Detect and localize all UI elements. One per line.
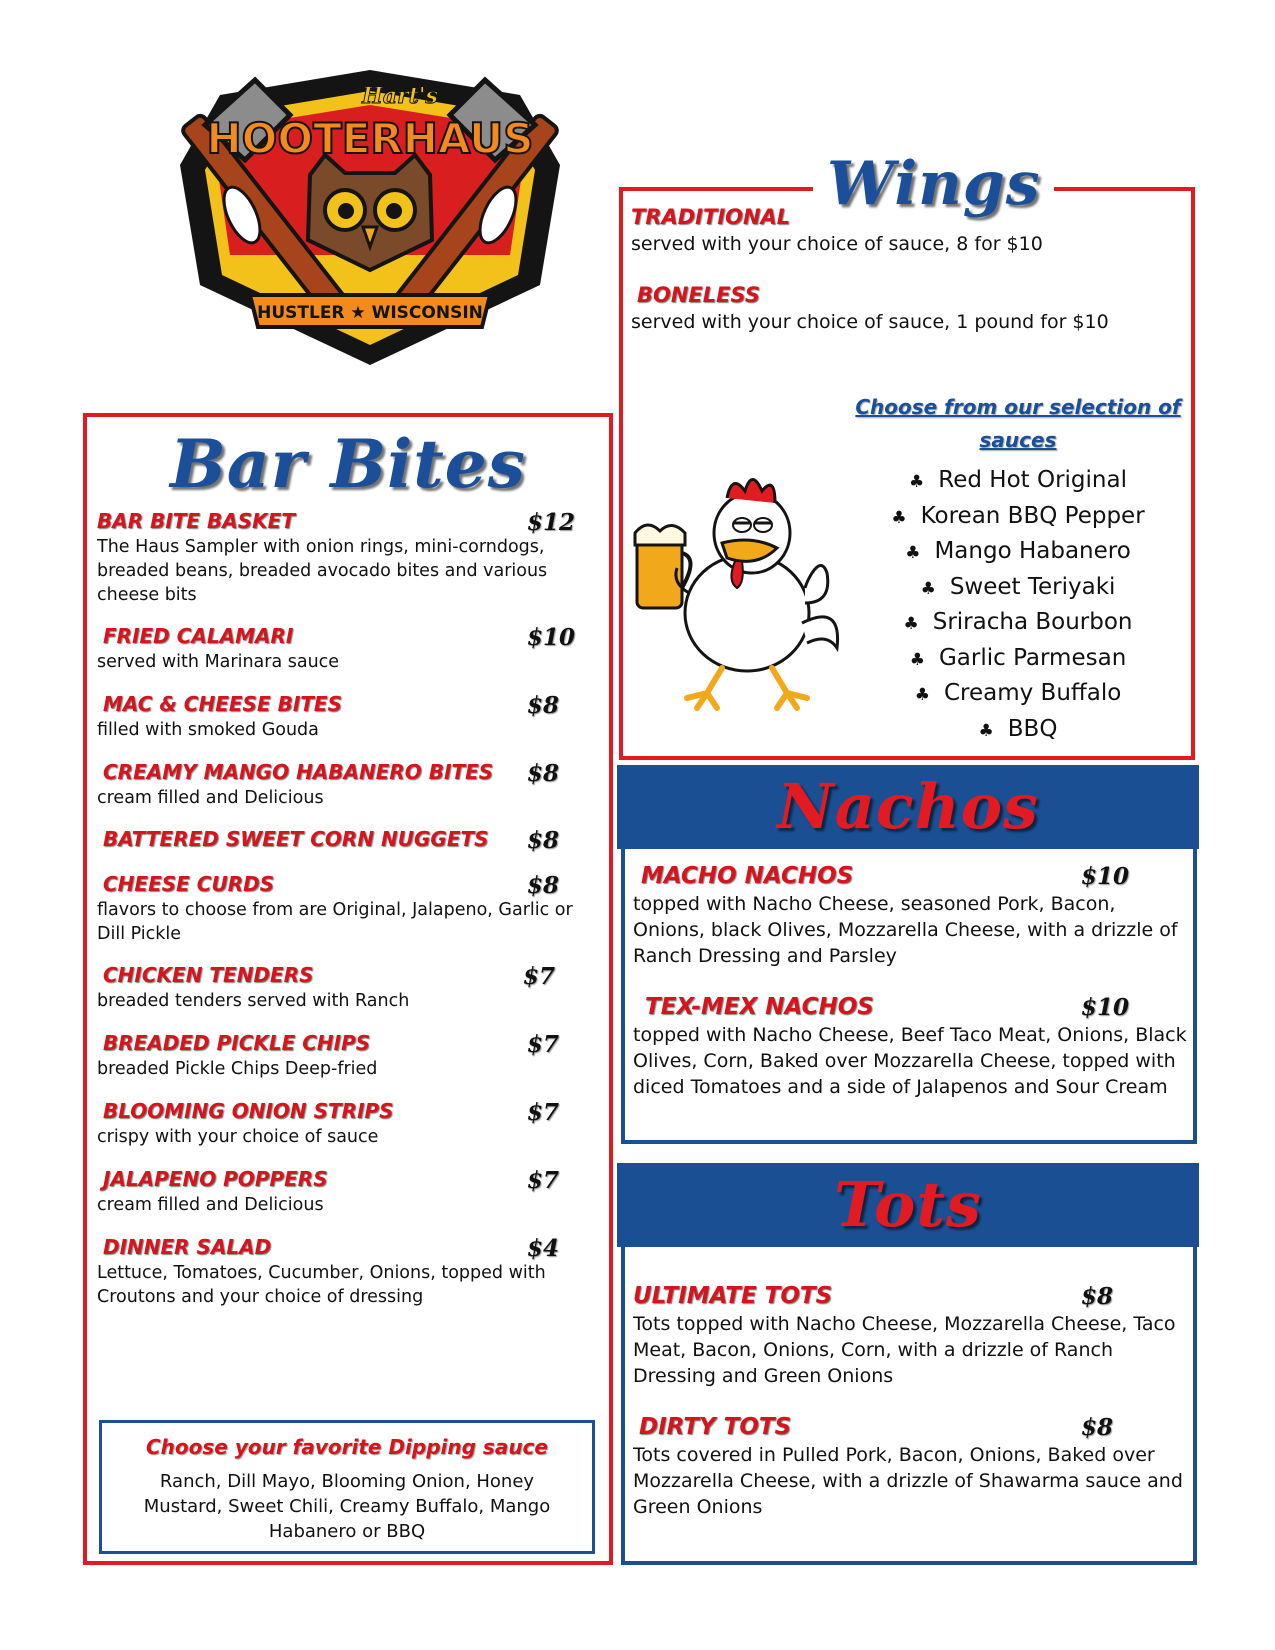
item-description: The Haus Sampler with onion rings, mini-corndogs, breaded beans, breaded avocado bites and various cheese bits [97, 537, 548, 605]
item-price: $7 [523, 963, 556, 990]
menu-item [97, 509, 597, 607]
item-name: BAR BITE BASKET [97, 509, 295, 533]
sauce-item: ♣ Mango Habanero [905, 538, 1131, 564]
item-price: $7 [527, 1031, 560, 1058]
item-description: cream filled and Delicious [97, 1195, 324, 1215]
item-name: DIRTY TOTS [639, 1414, 792, 1440]
club-bullet-icon: ♣ [909, 472, 925, 492]
tots-title: Tots [834, 1168, 982, 1241]
sauce-item: ♣ Korean BBQ Pepper [891, 502, 1145, 529]
item-name: TRADITIONAL [631, 205, 791, 229]
item-name: MACHO NACHOS [641, 863, 854, 889]
club-bullet-icon: ♣ [891, 507, 907, 528]
wings-title: Wings [813, 149, 1054, 219]
menu-item [97, 963, 597, 1013]
club-bullet-icon: ♣ [978, 720, 994, 741]
item-description: flavors to choose from are Original, Jalapeno, Garlic or Dill Pickle [97, 900, 573, 944]
item-price: $8 [527, 872, 560, 899]
item-price: $12 [527, 509, 576, 536]
menu-item [633, 1414, 1189, 1520]
item-name: TEX-MEX NACHOS [645, 994, 874, 1020]
item-name: BLOOMING ONION STRIPS [103, 1099, 394, 1123]
menu-item [633, 863, 1189, 969]
menu-item [97, 692, 597, 742]
item-price: $8 [1081, 1283, 1114, 1310]
item-price: $8 [527, 827, 560, 854]
sauce-item: ♣ Garlic Parmesan [909, 644, 1127, 671]
item-price: $7 [527, 1099, 560, 1126]
menu-item [631, 205, 1187, 257]
item-name: BREADED PICKLE CHIPS [103, 1031, 371, 1055]
nachos-title: Nachos [777, 770, 1039, 843]
item-description: cream filled and Delicious [97, 788, 324, 808]
item-price: $10 [1081, 863, 1130, 890]
dipping-sauce-box [99, 1420, 595, 1554]
menu-item [97, 872, 597, 946]
item-description: topped with Nacho Cheese, Beef Taco Meat, Onions, Black Olives, Corn, Baked over Mozzarella Cheese, topped with diced Tomatoes and a side of Jalapenos and Sour Cream [633, 1024, 1187, 1098]
item-name: DINNER SALAD [103, 1235, 272, 1259]
club-bullet-icon: ♣ [909, 649, 925, 670]
item-description: Tots topped with Nacho Cheese, Mozzarella Cheese, Taco Meat, Bacon, Onions, Corn, with a drizzle of Ranch Dressing and Green Onions [633, 1313, 1176, 1387]
club-bullet-icon: ♣ [914, 685, 930, 705]
item-name: CHICKEN TENDERS [103, 963, 314, 987]
item-price: $10 [527, 624, 576, 651]
item-description: served with your choice of sauce, 1 pound for $10 [631, 311, 1109, 333]
item-price: $8 [527, 692, 560, 719]
dipping-sauce-list: Ranch, Dill Mayo, Blooming Onion, Honey Mustard, Sweet Chili, Creamy Buffalo, Mango Habanero or BBQ [143, 1471, 551, 1542]
sauce-item: ♣ Sweet Teriyaki [920, 573, 1116, 600]
item-name: BATTERED SWEET CORN NUGGETS [103, 827, 489, 851]
item-price: $10 [1081, 994, 1130, 1021]
bar-bites-title: Bar Bites [170, 425, 526, 503]
menu-item [97, 1031, 597, 1081]
menu-item [97, 1167, 597, 1217]
rooster-with-beer-icon [627, 453, 857, 713]
wings-section [619, 149, 1195, 760]
item-price: $8 [1081, 1414, 1114, 1441]
item-name: CHEESE CURDS [103, 872, 275, 896]
hooterhaus-logo [160, 55, 580, 375]
item-name: FRIED CALAMARI [103, 624, 294, 648]
item-name: JALAPENO POPPERS [103, 1167, 328, 1191]
menu-item [97, 1235, 597, 1309]
item-description: Lettuce, Tomatoes, Cucumber, Onions, topped with Croutons and your choice of dressing [97, 1263, 546, 1307]
bar-bites-section [83, 413, 613, 1565]
item-description: breaded Pickle Chips Deep-fried [97, 1059, 378, 1079]
sauce-item: ♣ BBQ [978, 715, 1058, 742]
item-description: filled with smoked Gouda [97, 720, 319, 740]
tots-section [621, 1247, 1197, 1565]
nachos-section [621, 849, 1197, 1144]
dipping-sauce-title: Choose your favorite Dipping sauce [146, 1435, 548, 1459]
item-name: MAC & CHEESE BITES [103, 692, 342, 716]
menu-item [633, 1283, 1189, 1389]
item-price: $4 [527, 1235, 560, 1262]
item-description: served with your choice of sauce, 8 for $10 [631, 233, 1043, 255]
item-description: breaded tenders served with Ranch [97, 991, 410, 1011]
logo-banner-text: HUSTLER ★ WISCONSIN [257, 303, 483, 323]
sauce-item: ♣ Red Hot Original [909, 467, 1127, 493]
item-description: topped with Nacho Cheese, seasoned Pork, Bacon, Onions, black Olives, Mozzarella Cheese, with a drizzle of Ranch Dressing and Parsley [633, 893, 1178, 967]
menu-item [97, 1099, 597, 1149]
item-description: crispy with your choice of sauce [97, 1127, 379, 1147]
item-name: ULTIMATE TOTS [633, 1283, 833, 1309]
item-name: BONELESS [637, 283, 761, 307]
sauce-list [853, 464, 1183, 748]
item-price: $7 [527, 1167, 560, 1194]
logo-script: Hart's [362, 83, 438, 109]
tots-header [617, 1163, 1199, 1247]
club-bullet-icon: ♣ [905, 543, 921, 563]
sauce-item: ♣ Sriracha Bourbon [903, 609, 1133, 635]
logo-name: HOOTERHAUS [206, 114, 534, 163]
menu-item [631, 283, 1187, 335]
item-name: CREAMY MANGO HABANERO BITES [103, 760, 494, 784]
club-bullet-icon: ♣ [903, 614, 919, 634]
item-price: $8 [527, 760, 560, 787]
item-description: Tots covered in Pulled Pork, Bacon, Onions, Baked over Mozzarella Cheese, with a drizzle of Shawarma sauce and Green Onions [633, 1444, 1183, 1518]
sauce-item: ♣ Creamy Buffalo [914, 680, 1122, 706]
nachos-header [617, 765, 1199, 849]
menu-item [97, 827, 597, 854]
club-bullet-icon: ♣ [920, 578, 936, 599]
menu-item [97, 760, 597, 810]
sauce-selection-heading: Choose from our selection of sauces [855, 395, 1181, 452]
menu-item [633, 994, 1189, 1100]
menu-item [97, 624, 597, 674]
item-description: served with Marinara sauce [97, 652, 340, 672]
